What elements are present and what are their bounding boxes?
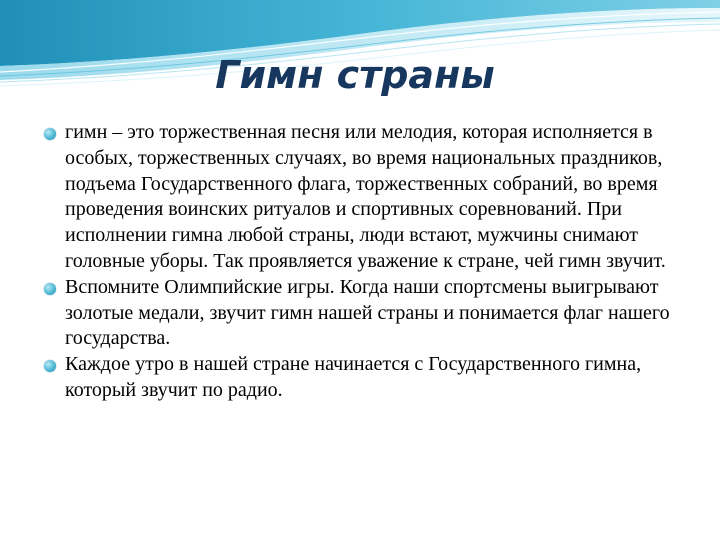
bullet-item-morning-radio — [44, 352, 684, 404]
slide-title: Гимн страны — [215, 53, 495, 97]
bullet-dot-icon — [44, 283, 56, 295]
bullet-text: Каждое утро в нашей стране начинается с Государственного гимна, который звучит по радио. — [65, 353, 642, 401]
bullet-dot-icon — [44, 360, 56, 372]
bullet-text: Вспомните Олимпийские игры. Когда наши спортсмены выигрывают золотые медали, звучит гимн нашей страны и понимается флаг нашего государства. — [65, 275, 670, 350]
bullet-item-olympics — [44, 275, 684, 352]
bullet-dot-icon — [44, 128, 56, 140]
bullet-item-anthem-definition — [44, 120, 684, 275]
bullet-list — [44, 120, 684, 404]
bullet-text: гимн – это торжественная песня или мелодия, которая исполняется в особых, торжественных случаях, во время национальных праздников, подъема Государственного флага, торжественных собраний, во время проведения воинских ритуалов и спортивных соревнований. При исполнении гимна любой страны, люди встают, мужчины снимают головные уборы. Так проявляется уважение к стране, чей гимн звучит. — [65, 121, 666, 272]
